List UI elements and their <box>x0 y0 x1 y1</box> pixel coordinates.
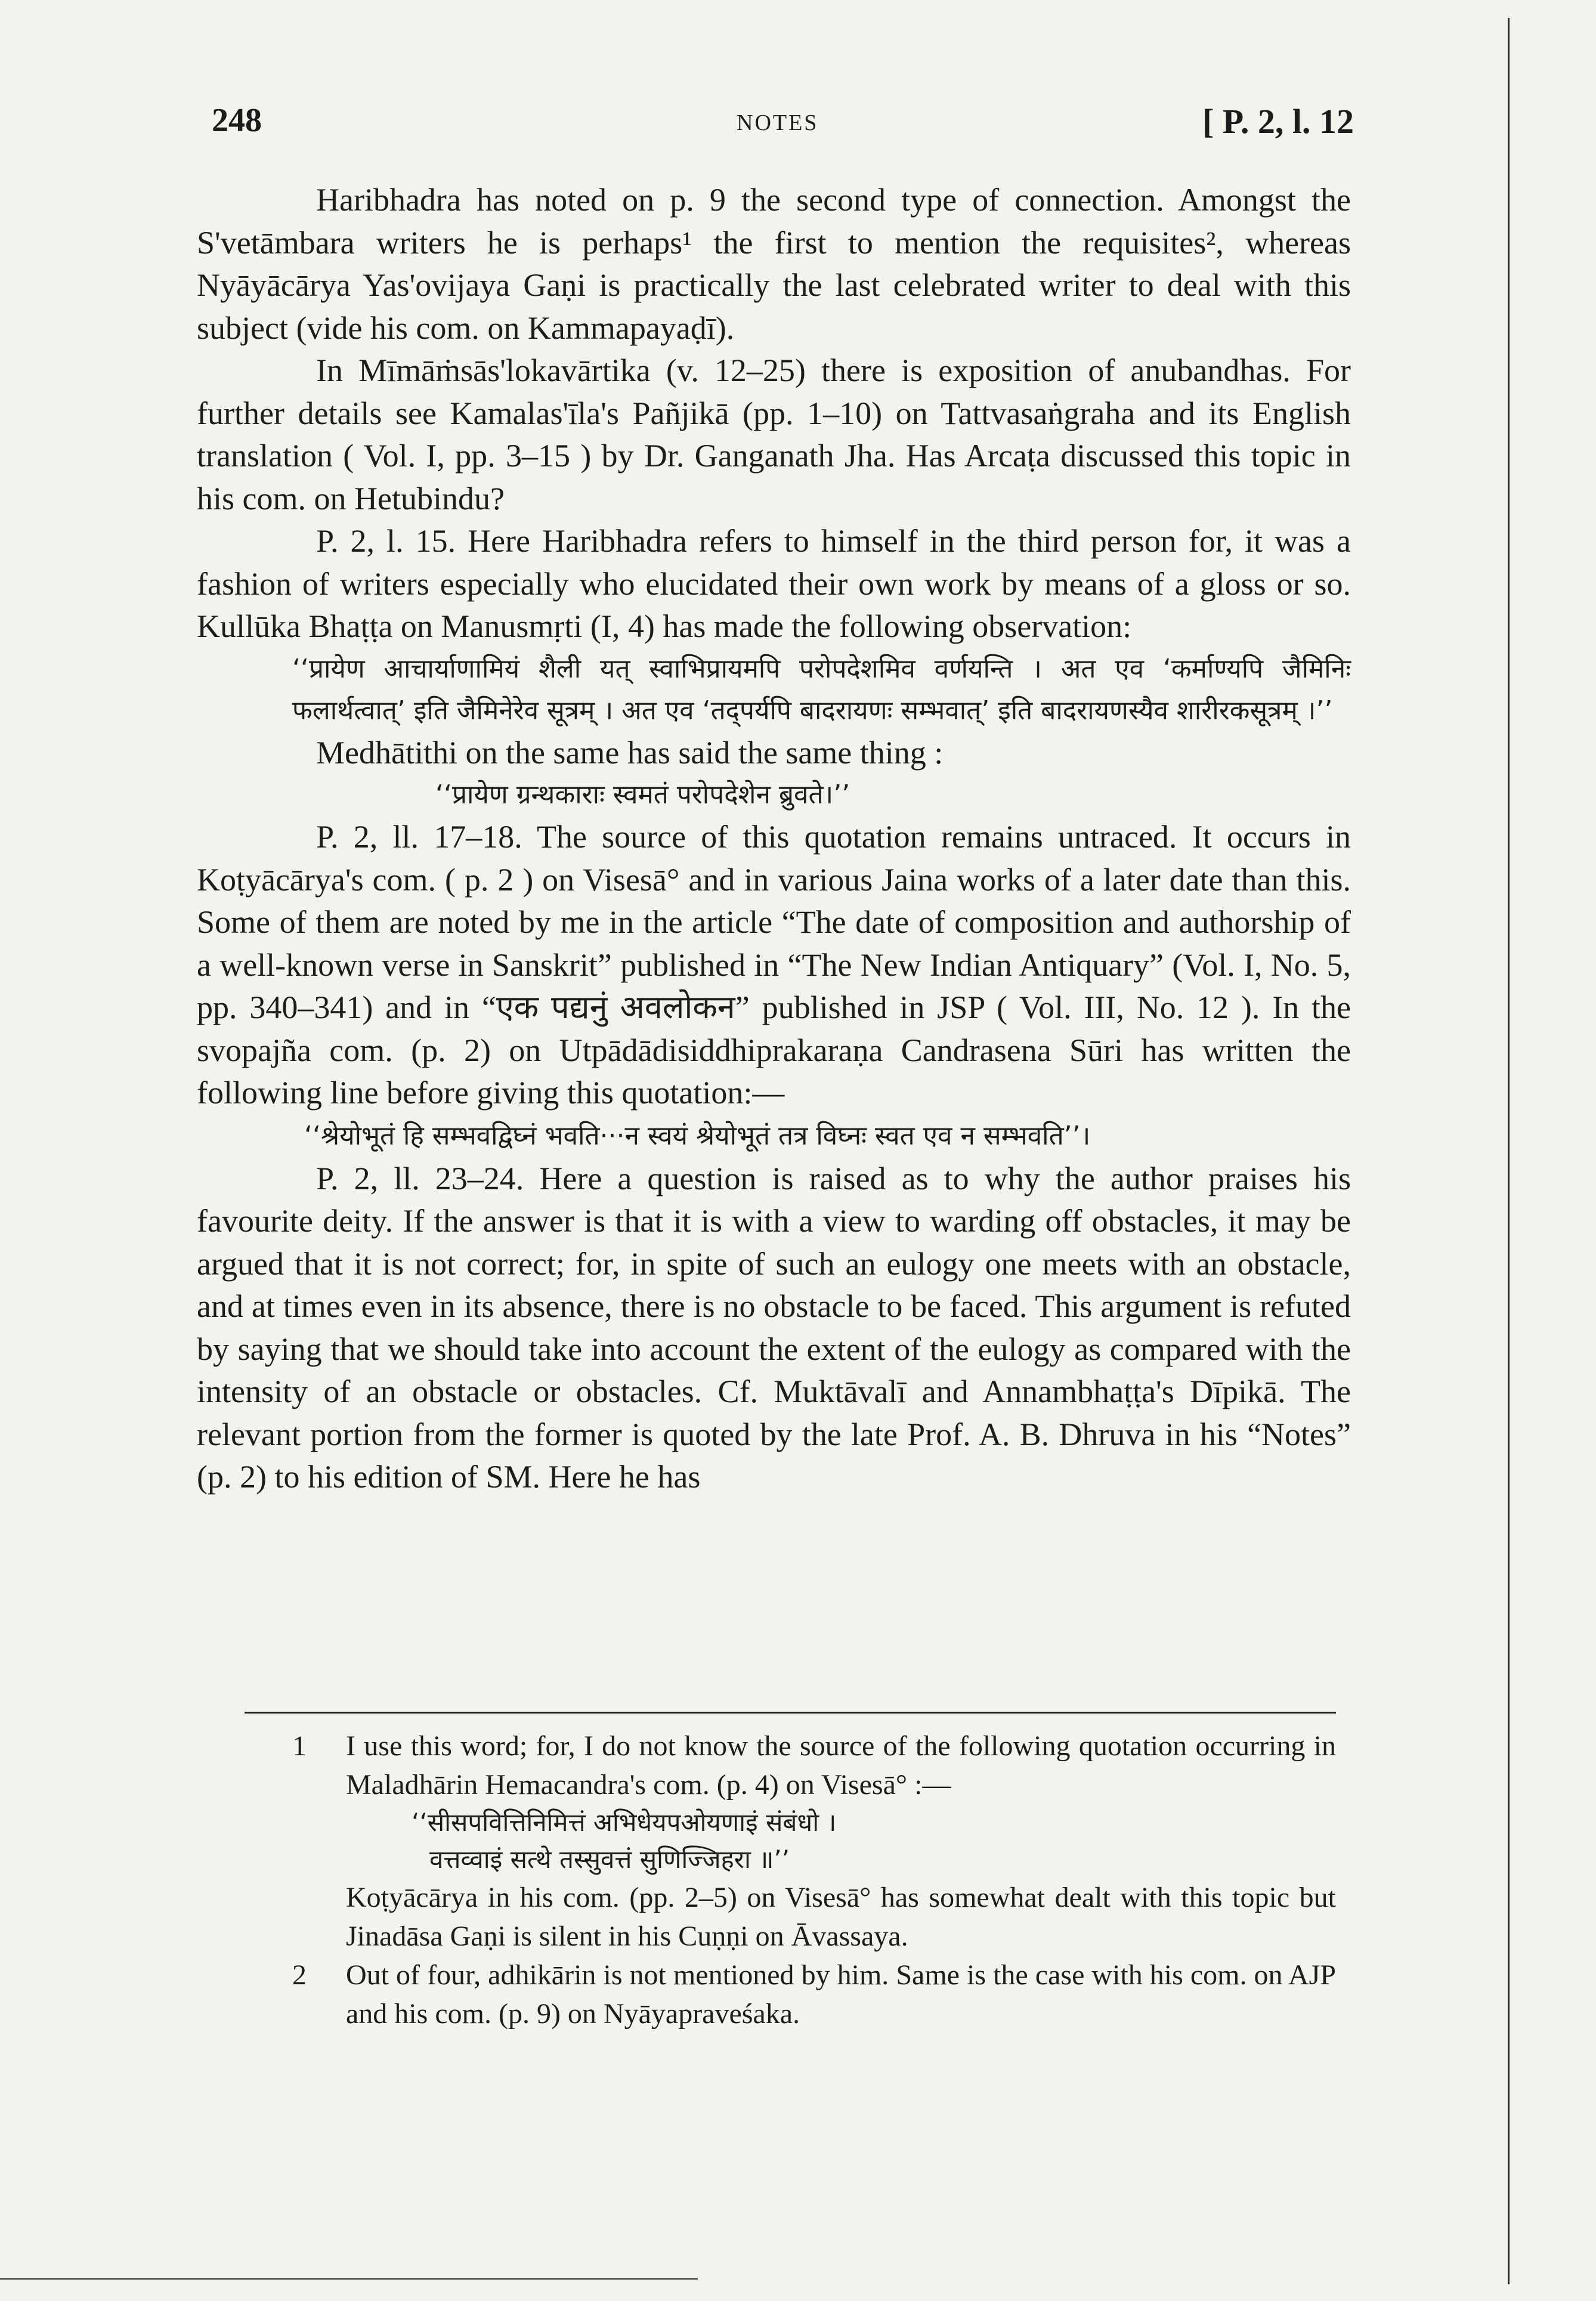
footnote-1-text: I use this word; for, I do not know the source of the following quotation occurring in Maladhārin Hemacandra's com. (p. 4) on Visesā° :— <box>346 1730 1336 1801</box>
footnote-1-continuation: Koṭyācārya in his com. (pp. 2–5) on Visesā° has somewhat dealt with this topic but Jinadāsa Gaṇi is silent in his Cuṇṇi on Āvassaya. <box>346 1882 1336 1952</box>
footnote-2-text: Out of four, adhikārin is not mentioned by him. Same is the case with his com. on AJP and his com. (p. 9) on Nyāyapraveśaka. <box>346 1959 1336 2030</box>
sanskrit-quote-2: ‘‘प्रायेण ग्रन्थकाराः स्वमतं परोपदेशेन ब्रुवते।’’ <box>435 780 850 810</box>
footnote-1-number: 1 <box>292 1730 307 1762</box>
section-reference: [ P. 2, l. 12 <box>1202 102 1354 141</box>
page-number: 248 <box>212 102 262 139</box>
sanskrit-quote-3: ‘‘श्रेयोभूतं हि सम्भवद्विघ्नं भवति···न स्वयं श्रेयोभूतं तत्र विघ्नः स्वत एव न सम्भवति’’। <box>304 1120 1091 1151</box>
page-header <box>212 101 1354 149</box>
running-head: NOTES <box>737 110 819 135</box>
right-binding-line <box>1508 18 1510 2284</box>
paragraph-5: P. 2, ll. 17–18. The source of this quotation remains untraced. It occurs in Koṭyācārya's com. ( p. 2 ) on Visesā° and in various Jaina works of a later date than this. Some of them are noted by me in the article “The date of composition and authorship of a well-known verse in Sanskrit” published in “The New Indian Antiquary” (Vol. I, No. 5, pp. 340–341) and in “एक पद्यनुं अवलोकन” published in JSP ( Vol. III, No. 12 ). In the svopajña com. (p. 2) on Utpādādisiddhiprakaraṇa Candrasena Sūri has written the following line before giving this quotation:— <box>197 819 1351 1111</box>
paragraph-6: P. 2, ll. 23–24. Here a question is raised as to why the author praises his favourite deity. If the answer is that it is with a view to warding off obstacles, it may be argued that it is not correct; for, in spite of such an eulogy one meets with an obstacle, and at times even in its absence, there is no obstacle to be faced. This argument is refuted by saying that we should take into account the extent of the eulogy as compared with the intensity of an obstacle or obstacles. Cf. Muktāvalī and Annambhaṭṭa's Dīpikā. The relevant portion from the former is quoted by the late Prof. A. B. Dhruva in his “Notes” (p. 2) to his edition of SM. Here he has <box>197 1160 1351 1495</box>
paragraph-2: In Mīmāṁsās'lokavārtika (v. 12–25) there is exposition of anubandhas. For further details see Kamalas'īla's Pañjikā (pp. 1–10) on Tattvasaṅgraha and its English translation ( Vol. I, pp. 3–15 ) by Dr. Ganganath Jha. Has Arcaṭa discussed this topic in his com. on Hetubindu? <box>197 352 1351 517</box>
sanskrit-quote-1: ‘‘प्रायेण आचार्याणामियं शैली यत् स्वाभिप्रायमपि परोपदेशमिव वर्णयन्ति । अत एव ‘कर्माण्यपि जैमिनिः फलार्थत्वात्’ इति जैमिनेरेव सूत्रम् । अत एव ‘तद्पर्यपि बादरायणः सम्भवात्’ इति बादरायणस्यैव शारीरकसूत्रम् ।’’ <box>292 653 1351 726</box>
footnote-1 <box>292 1727 1336 1804</box>
footnote-1-verse-line-2: वत्तव्वाइं सत्थे तस्सुवत्तं सुणिज्जिहरा ॥’’ <box>429 1845 790 1874</box>
paragraph-1: Haribhadra has noted on p. 9 the second type of connection. Amongst the S'vetāmbara writers he is perhaps¹ the first to mention the requisites², whereas Nyāyācārya Yas'ovijaya Gaṇi is practically the last celebrated writer to deal with this subject (vide his com. on Kammapayaḍī). <box>197 182 1351 346</box>
paragraph-3: P. 2, l. 15. Here Haribhadra refers to himself in the third person for, it was a fashion of writers especially who elucidated their own work by means of a gloss or so. Kullūka Bhaṭṭa on Manusmṛti (I, 4) has made the following observation: <box>197 523 1351 644</box>
footnote-rule <box>245 1712 1336 1714</box>
footnote-2 <box>292 1956 1336 2033</box>
main-text <box>197 179 1351 1499</box>
footnotes <box>292 1727 1336 2033</box>
footnote-1-verse-line-1: ‘‘सीसपवित्तिनिमित्तं अभिधेयपओयणाइं संबंधो । <box>412 1808 837 1837</box>
paragraph-4: Medhātithi on the same has said the same thing : <box>316 734 944 771</box>
bottom-edge-line <box>0 2278 698 2280</box>
footnote-2-number: 2 <box>292 1959 307 1991</box>
